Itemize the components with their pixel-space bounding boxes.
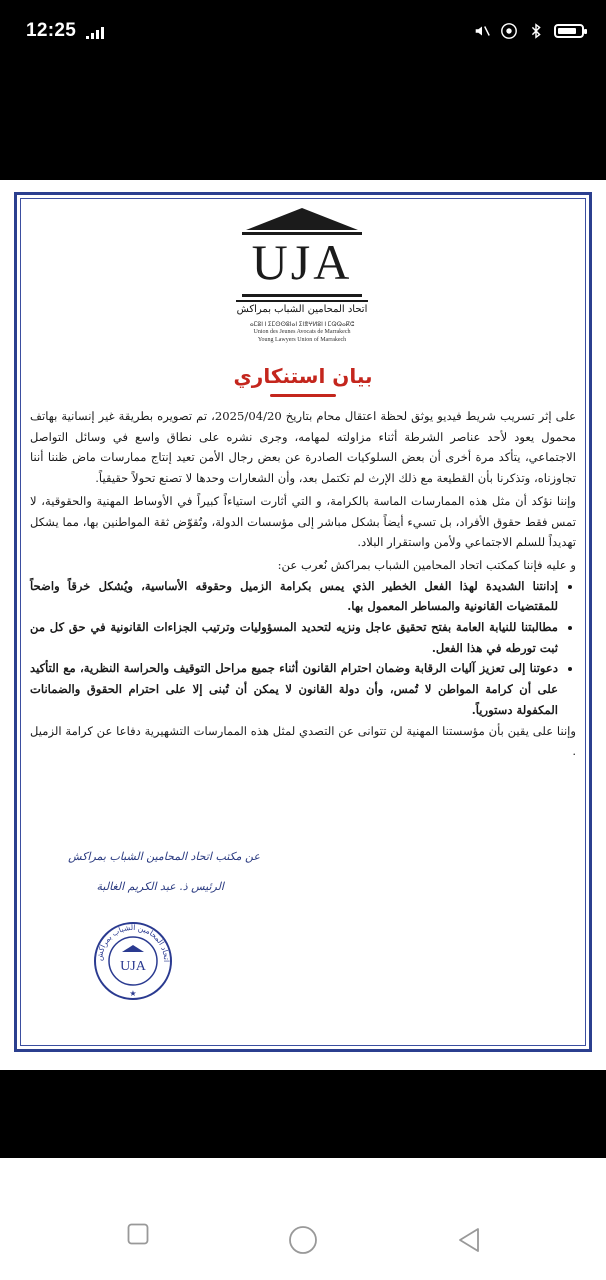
recent-apps-button[interactable] bbox=[126, 1222, 150, 1246]
bullets-intro: و عليه فإننا كمكتب اتحاد المحامين الشباب بمراكش نُعرب عن: bbox=[277, 557, 576, 572]
status-bar bbox=[0, 0, 606, 64]
list-item: • إدانتنا الشديدة لهذا الفعل الخطير الذي يمس بكرامة الزميل وحقوقه الأساسية، ويُشكل خرقاً واضحاً للمقتضيات القانونية والمساطر المعمول بها. bbox=[30, 576, 558, 617]
battery-icon bbox=[554, 24, 584, 38]
home-button[interactable] bbox=[288, 1225, 318, 1255]
logo-letters: UJA bbox=[251, 234, 353, 290]
bluetooth-icon bbox=[527, 22, 545, 40]
closing-paragraph: وإننا على يقين بأن مؤسستنا المهنية لن تتوانى عن التصدي لمثل هذه الممارسات التشهيرية دفاعا عن كرامة الزميل . bbox=[30, 723, 576, 759]
muted-icon bbox=[473, 22, 491, 40]
uja-logo bbox=[222, 206, 382, 346]
hotspot-icon bbox=[500, 22, 518, 40]
demands-list bbox=[30, 576, 576, 721]
signal-icon bbox=[86, 27, 104, 39]
status-time: 12:25 bbox=[26, 20, 77, 41]
navigation-bar bbox=[0, 1158, 606, 1280]
stamp-ring-text: اتحاد المحامين الشباب بمراكش bbox=[94, 922, 172, 963]
status-icons bbox=[473, 18, 584, 44]
document-image bbox=[0, 180, 606, 1070]
list-item: • مطالبتنا للنيابة العامة بفتح تحقيق عاجل ونزيه لتحديد المسؤوليات وترتيب الجزاءات القانونية في حق كل من ثبت تورطه في هذا الفعل. bbox=[30, 617, 558, 658]
signature-office: عن مكتب اتحاد المحامين الشباب بمراكش bbox=[68, 850, 260, 863]
logo-roof-icon bbox=[246, 208, 358, 230]
document-body bbox=[30, 406, 576, 764]
paragraph-1: على إثر تسريب شريط فيديو يوثق لحظة اعتقال محام بتاريخ 2025/04/20، تم تصويره بطريقة غير إنسانية بهاتف محمول يعود لأحد عناصر الشرطة أثناء مزاولته لمهامه، وجرى نشره على نطاق واسع في وسائل التواصل الاجتماعي، يتأكد مرة أخرى أن بعض السلوكيات الصادرة عن بعض رجال الأمن تعيد إنتاج ممارسات ماض ظننا أننا تجاوزناه، وتذكرنا بأن القطيعة مع ذلك الإرث لم تكتمل بعد، وأن الشعارات وحدها لا تصنع تحولاً حقيقياً. bbox=[30, 409, 576, 486]
svg-text:★: ★ bbox=[129, 989, 137, 998]
stamp-letters: UJA bbox=[120, 959, 146, 974]
logo-french-name: Union des Jeunes Avocats de Marrakech bbox=[253, 329, 351, 335]
logo-tifinagh-name: ⴰⵎⵓⵏ ⵏ ⵉⵎⵙⵙⵓⵏⴰⵏ ⵉⵏⴻⵖⵍⵓⵏ ⵏ ⵎⵕⵕⴰⴽⵛ bbox=[249, 322, 355, 328]
logo-arabic-name: اتحاد المحامين الشباب بمراكش bbox=[236, 304, 368, 315]
svg-text:اتحاد المحامين الشباب بمراكش bbox=[95, 923, 171, 962]
logo-english-name: Young Lawyers Union of Marrakech bbox=[257, 337, 347, 343]
signature-president: الرئيس ذ. عبد الكريم الغالبة bbox=[96, 880, 224, 893]
back-button[interactable] bbox=[456, 1226, 482, 1254]
paragraph-2: وإننا نؤكد أن مثل هذه الممارسات الماسة بالكرامة، و التي أثارت استياءاً كبيراً في الأوساط المهنية والحقوقية، لا تمس فقط حقوق الأفراد، بل تسيء أيضاً بشكل مباشر إلى مؤسسات الدولة، وتُقوّض ثقة المواطنين بها، مما يشكل تهديداً للسلم الاجتماعي ولأمن واستقرار البلاد. bbox=[30, 493, 576, 550]
official-stamp bbox=[92, 920, 174, 1002]
list-item: • دعوتنا إلى تعزيز آليات الرقابة وضمان احترام القانون أثناء جميع مراحل التوقيف والحراسة النظرية، مع التأكيد على أن كرامة المواطن لا تُمس، وأن دولة القانون لا يمكن أن تُبنى إلا على احترام الحقوق والضمانات المكفولة دستورياً. bbox=[30, 658, 558, 720]
document-title: بيان استنكاري bbox=[233, 364, 373, 388]
